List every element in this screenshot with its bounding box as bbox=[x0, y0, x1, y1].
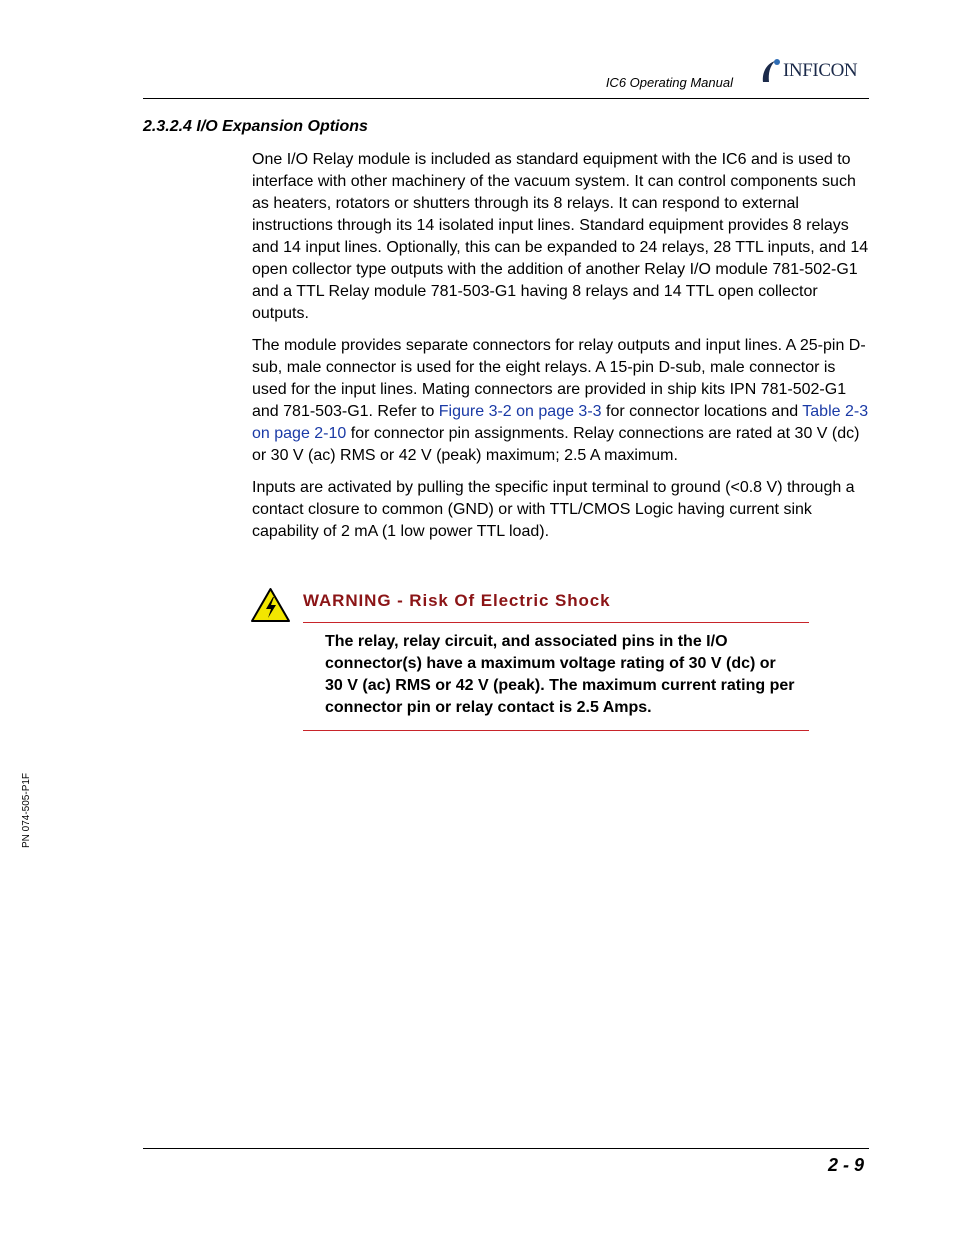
section-body bbox=[252, 149, 874, 553]
section-heading: 2.3.2.4 I/O Expansion Options bbox=[143, 118, 368, 135]
paragraph-relay-module: One I/O Relay module is included as standard equipment with the IC6 and is used to interface with other machinery of the vacuum system. It can control components such as heaters, rotators or shutters through its 8 relays. It can respond to external instructions through its 14 isolated input lines. Standard equipment provides 8 relays and 14 input lines. Optionally, this can be expanded to 24 relays, 28 TTL inputs, and 14 open collector type outputs with the addition of another Relay I/O module 781-502-G1 and a TTL Relay module 781-503-G1 having 8 relays and 14 TTL open collector outputs. bbox=[252, 151, 869, 322]
footer-rule bbox=[143, 1148, 869, 1149]
warning-title: WARNING - Risk Of Electric Shock bbox=[303, 591, 611, 610]
inficon-logo bbox=[760, 58, 857, 84]
header-rule bbox=[143, 98, 869, 99]
paragraph-connectors-text-2: for connector locations and bbox=[601, 403, 803, 420]
part-number: PN 074-505-P1F bbox=[21, 772, 32, 848]
link-figure-3-2[interactable]: Figure 3-2 on page 3-3 bbox=[438, 403, 602, 420]
paragraph-connectors-text-3: for connector pin assignments. Relay connections are rated at 30 V (dc) or 30 V (ac) RMS or 42 V (peak) maximum; 2.5 A maximum. bbox=[252, 425, 860, 464]
warning-bottom-rule bbox=[303, 730, 809, 731]
manual-title: IC6 Operating Manual bbox=[605, 75, 733, 90]
page-number: 2 - 9 bbox=[827, 1155, 864, 1175]
warning-body: The relay, relay circuit, and associated pins in the I/O connector(s) have a maximum voltage rating of 30 V (dc) or 30 V (ac) RMS or 42 V (peak). The maximum current rating per connector pin or relay contact is 2.5 Amps. bbox=[325, 633, 795, 716]
logo-text: INFICON bbox=[783, 60, 858, 81]
paragraph-connectors-text-1: The module provides separate connectors for relay outputs and input lines. A 25-pin D-sub, male connector is used for the eight relays. A 15-pin D-sub, male connector is used for the input lines. Mating connectors are provided in ship kits IPN 781-502-G1 and 781-503-G1. Refer to bbox=[252, 337, 866, 420]
paragraph-inputs: Inputs are activated by pulling the specific input terminal to ground (<0.8 V) through a contact closure to common (GND) or with TTL/CMOS Logic having current sink capability of 2 mA (1 low power TTL load). bbox=[252, 479, 855, 540]
electric-shock-warning-icon bbox=[250, 587, 291, 623]
paragraph-connectors bbox=[252, 335, 874, 467]
link-table-2-3[interactable]: Table 2-3 on page 2-10 bbox=[252, 403, 869, 442]
inficon-logo-mark-icon bbox=[760, 58, 782, 84]
warning-top-rule bbox=[303, 622, 809, 623]
